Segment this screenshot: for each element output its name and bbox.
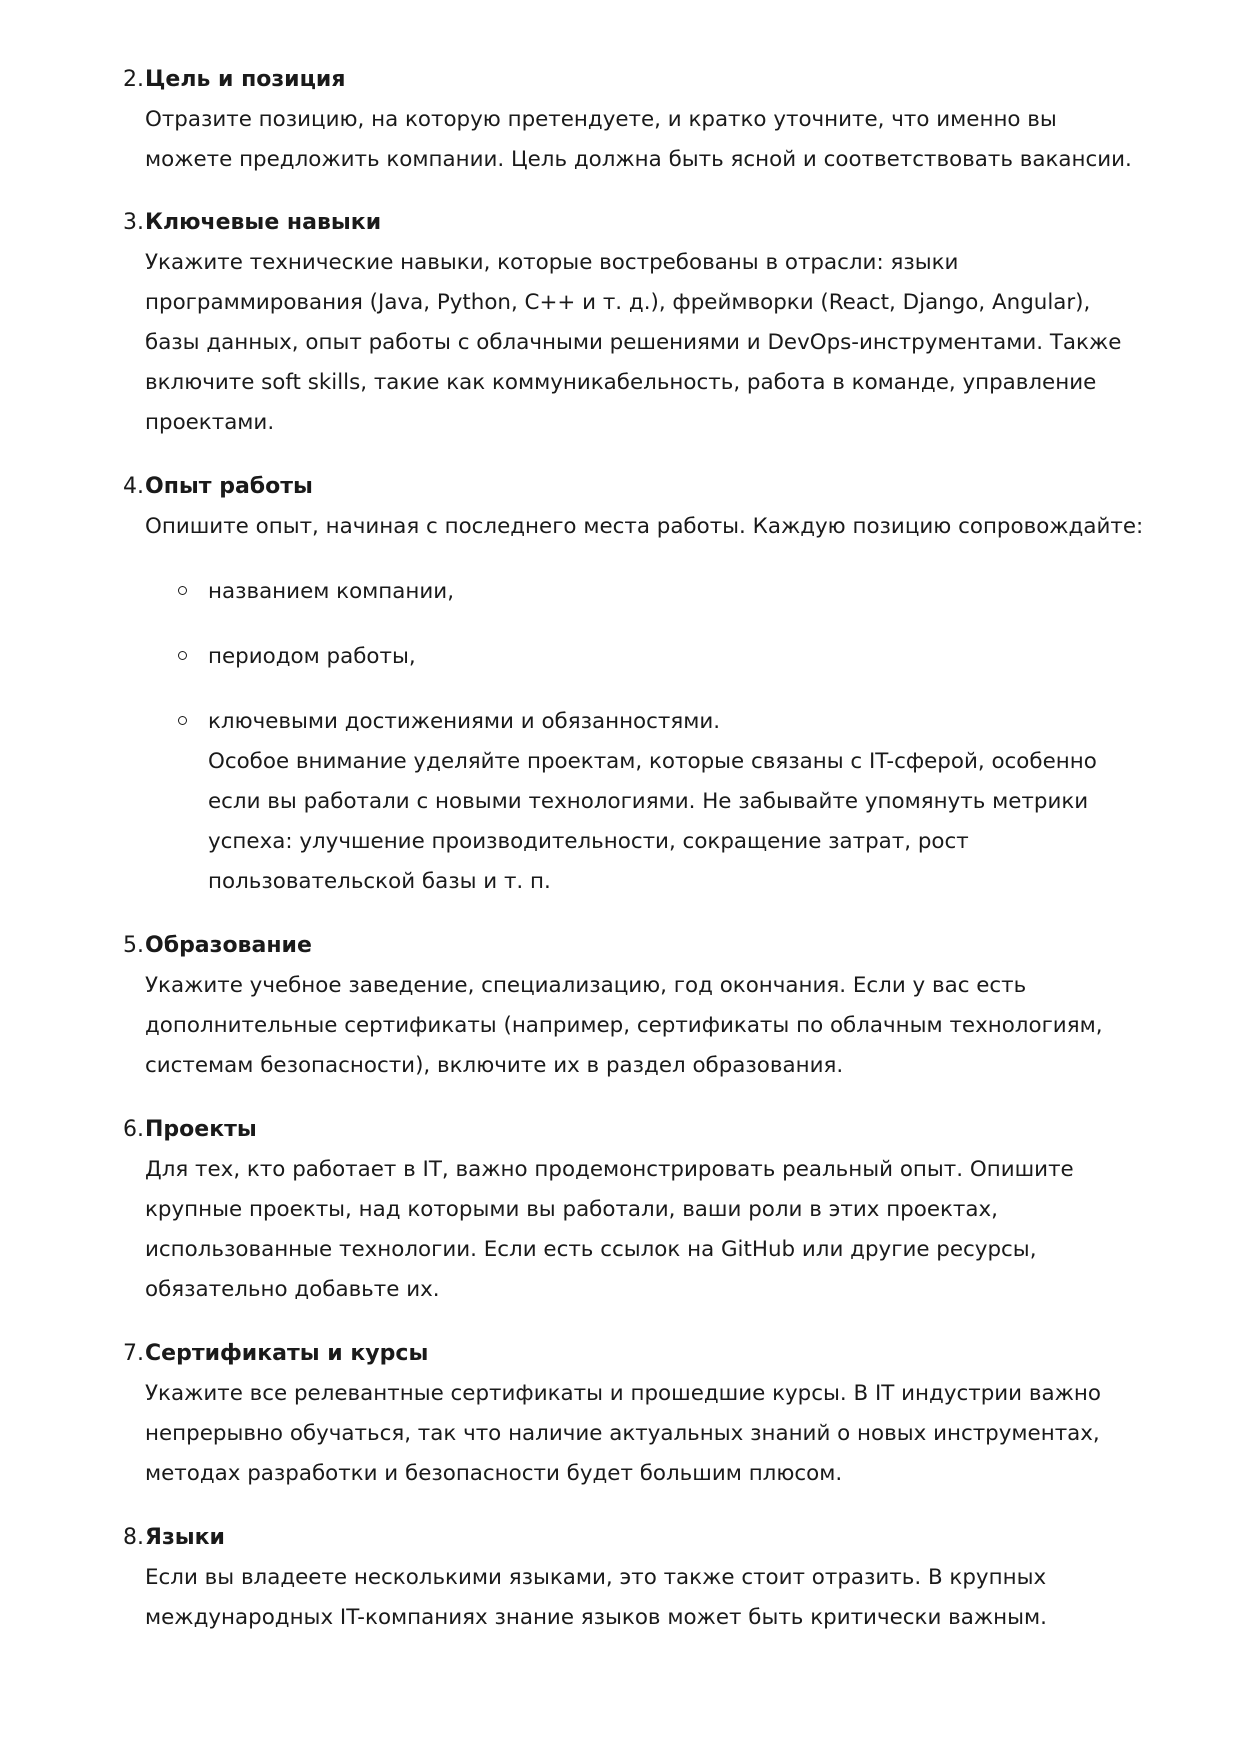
paragraph-line: использованные технологии. Если есть ссылок на GitHub или другие ресурсы, (145, 1237, 1037, 1262)
list-item (208, 637, 1168, 677)
section-heading (118, 1110, 1178, 1150)
list-item (208, 572, 1168, 612)
paragraph-line: дополнительные сертификаты (например, сертификаты по облачным технологиям, (145, 1013, 1103, 1038)
section-title: Сертификаты и курсы (145, 1341, 429, 1366)
paragraph-line: программирования (Java, Python, C++ и т. д.), фреймворки (React, Django, Angular), (145, 290, 1091, 315)
paragraph-line: международных IT-компаниях знание языков может быть критически важным. (145, 1605, 1047, 1630)
section-number: 4. (123, 474, 144, 499)
section-heading (118, 1518, 1178, 1558)
section-title: Опыт работы (145, 474, 313, 499)
list-item (208, 702, 1168, 902)
section-title: Проекты (145, 1117, 257, 1142)
section-languages (118, 1518, 1178, 1638)
section-heading (118, 1334, 1178, 1374)
section-number: 7. (123, 1341, 144, 1366)
list-item-text: пользовательской базы и т. п. (208, 869, 551, 894)
bullet-circle-icon (178, 716, 187, 725)
list-item-text: ключевыми достижениями и обязанностями. (208, 709, 721, 734)
section-title: Образование (145, 933, 312, 958)
paragraph-line: системам безопасности), включите их в раздел образования. (145, 1053, 844, 1078)
section-education (118, 926, 1178, 1086)
section-number: 6. (123, 1117, 144, 1142)
list-item-text: успеха: улучшение производительности, сокращение затрат, рост (208, 829, 969, 854)
section-heading (118, 60, 1178, 100)
section-projects (118, 1110, 1178, 1310)
list-item-text: периодом работы, (208, 644, 416, 669)
section-title: Ключевые навыки (145, 210, 382, 235)
section-certificates (118, 1334, 1178, 1494)
paragraph-line: обязательно добавьте их. (145, 1277, 440, 1302)
bullet-circle-icon (178, 651, 187, 660)
paragraph-line: можете предложить компании. Цель должна быть ясной и соответствовать вакансии. (145, 147, 1132, 172)
paragraph-line: Опишите опыт, начиная с последнего места работы. Каждую позицию сопровождайте: (145, 514, 1144, 539)
paragraph-line: Для тех, кто работает в IT, важно продемонстрировать реальный опыт. Опишите (145, 1157, 1074, 1182)
paragraph-line: непрерывно обучаться, так что наличие актуальных знаний о новых инструментах, (145, 1421, 1100, 1446)
paragraph-line: Если вы владеете несколькими языками, это также стоит отразить. В крупных (145, 1565, 1047, 1590)
bullet-circle-icon (178, 586, 187, 595)
paragraph-line: методах разработки и безопасности будет большим плюсом. (145, 1461, 843, 1486)
section-number: 2. (123, 67, 144, 92)
paragraph-line: Укажите технические навыки, которые востребованы в отрасли: языки (145, 250, 959, 275)
paragraph-line: Укажите учебное заведение, специализацию, год окончания. Если у вас есть (145, 973, 1027, 998)
section-work-experience (118, 467, 1178, 547)
section-title: Цель и позиция (145, 67, 346, 92)
section-goal (118, 60, 1178, 180)
paragraph-line: базы данных, опыт работы с облачными решениями и DevOps-инструментами. Также (145, 330, 1122, 355)
list-item-text: названием компании, (208, 579, 454, 604)
section-heading (118, 926, 1178, 966)
paragraph-line: Отразите позицию, на которую претендуете, и кратко уточните, что именно вы (145, 107, 1057, 132)
section-number: 8. (123, 1525, 144, 1550)
paragraph-line: Укажите все релевантные сертификаты и прошедшие курсы. В IT индустрии важно (145, 1381, 1101, 1406)
section-key-skills (118, 203, 1178, 443)
paragraph-line: крупные проекты, над которыми вы работали, ваши роли в этих проектах, (145, 1197, 998, 1222)
list-item-text: если вы работали с новыми технологиями. Не забывайте упомянуть метрики (208, 789, 1089, 814)
section-number: 5. (123, 933, 144, 958)
paragraph-line: включите soft skills, такие как коммуникабельность, работа в команде, управление (145, 370, 1097, 395)
section-heading (118, 203, 1178, 243)
section-heading (118, 467, 1178, 507)
section-title: Языки (145, 1525, 225, 1550)
list-item-text: Особое внимание уделяйте проектам, которые связаны с IT-сферой, особенно (208, 749, 1097, 774)
section-number: 3. (123, 210, 144, 235)
paragraph-line: проектами. (145, 410, 275, 435)
